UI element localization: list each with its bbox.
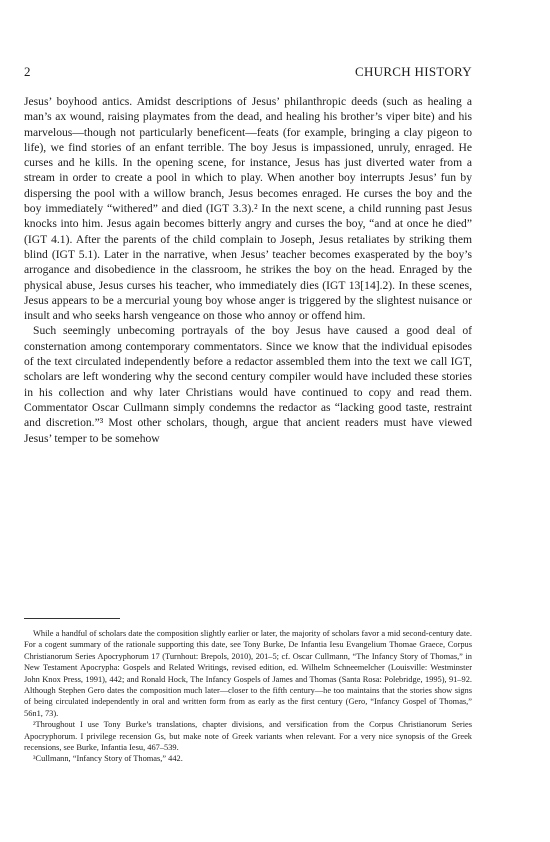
body-paragraph: Such seemingly unbecoming portrayals of the boy Jesus have caused a good deal of consternation among contemporary commentators. Since we know that the individual episodes of the text circulated independently before a redactor assembled them into the text we call IGT, scholars are left wondering why the second century compiler would have included these stories in his collection and why later Christians would have continued to copy and read them. Commentator Oscar Cullmann simply condemns the redactor as “lacking good taste, restraint and discretion.”³ Most other scholars, though, argue that ancient readers must have viewed Jesus’ temper to be somehow [24, 324, 472, 445]
body-paragraph: Jesus’ boyhood antics. Amidst descriptions of Jesus’ philanthropic deeds (such as healing a man’s ax wound, raising playmates from the dead, and healing his brother’s viper bite) and his marvelous—though not particularly beneficent—feats (for example, bringing a clay pigeon to life), we find stories of an enfant terrible. The boy Jesus is impassioned, unruly, enraged. He curses and he kills. In the opening scene, for instance, Jesus has just diverted water from a stream in order to create a pool in which to play. When another boy interrupts Jesus’ fun by dispersing the pool with a willow branch, Jesus becomes enraged. He curses the boy and the boy immediately “withered” and died (IGT 3.3).² In the next scene, a child running past Jesus knocks into him. Jesus again becomes bitterly angry and curses the boy, “and at once he died” (IGT 4.1). After the parents of the child complain to Joseph, Jesus retaliates by striking them blind (IGT 5.1). Later in the narrative, when Jesus’ teacher becomes exasperated by the boy’s arrogance and disobedience in the classroom, he strikes the boy on the head. Enraged by the physical abuse, Jesus curses his teacher, who immediately dies (IGT 13[14].2). In these scenes, Jesus appears to be a mercurial young boy whose anger is triggered by the slightest nuisance or insult and who seeks harsh vengeance on those who annoy or offend him. [24, 95, 472, 323]
page-number: 2 [24, 64, 31, 79]
main-text [24, 94, 472, 446]
running-head: CHURCH HISTORY [354, 64, 472, 79]
footnotes [24, 628, 472, 765]
footnote-divider [24, 618, 120, 619]
footnote-3: ³Cullmann, “Infancy Story of Thomas,” 442. [33, 754, 183, 764]
footnote-1: While a handful of scholars date the composition slightly earlier or later, the majority of scholars favor a mid second-century date. For a cogent summary of the rationale supporting this date, see Tony Burke, De Infantia Iesu Evangelium Thomae Graece, Corpus Christianorum Series Apocryphorum 17 (Turnhout: Brepols, 2010), 201–5; cf. Oscar Cullmann, “The Infancy Story of Thomas,” in New Testament Apocrypha: Gospels and Related Writings, revised edition, ed. Wilhelm Schneemelcher (Louisville: Westminster John Knox Press, 1991), 442; and Ronald Hock, The Infancy Gospels of James and Thomas (Santa Rosa: Polebridge, 1995), 91–92. Although Stephen Gero dates the composition much later—closer to the fifth century—he too maintains that the stories show signs of being circulated independently in oral and written form from as early as the first century (Gero, “Infancy Gospel of Thomas,” 56n1, 73). [24, 629, 472, 718]
page-header [24, 64, 472, 82]
footnote-2: ²Throughout I use Tony Burke’s translations, chapter divisions, and versification from the Corpus Christianorum Series Apocryphorum. I privilege recension Gs, but make note of Greek variants when relevant. For a very nice synopsis of the Greek recensions, see Burke, Infantia Iesu, 467–539. [24, 720, 472, 753]
